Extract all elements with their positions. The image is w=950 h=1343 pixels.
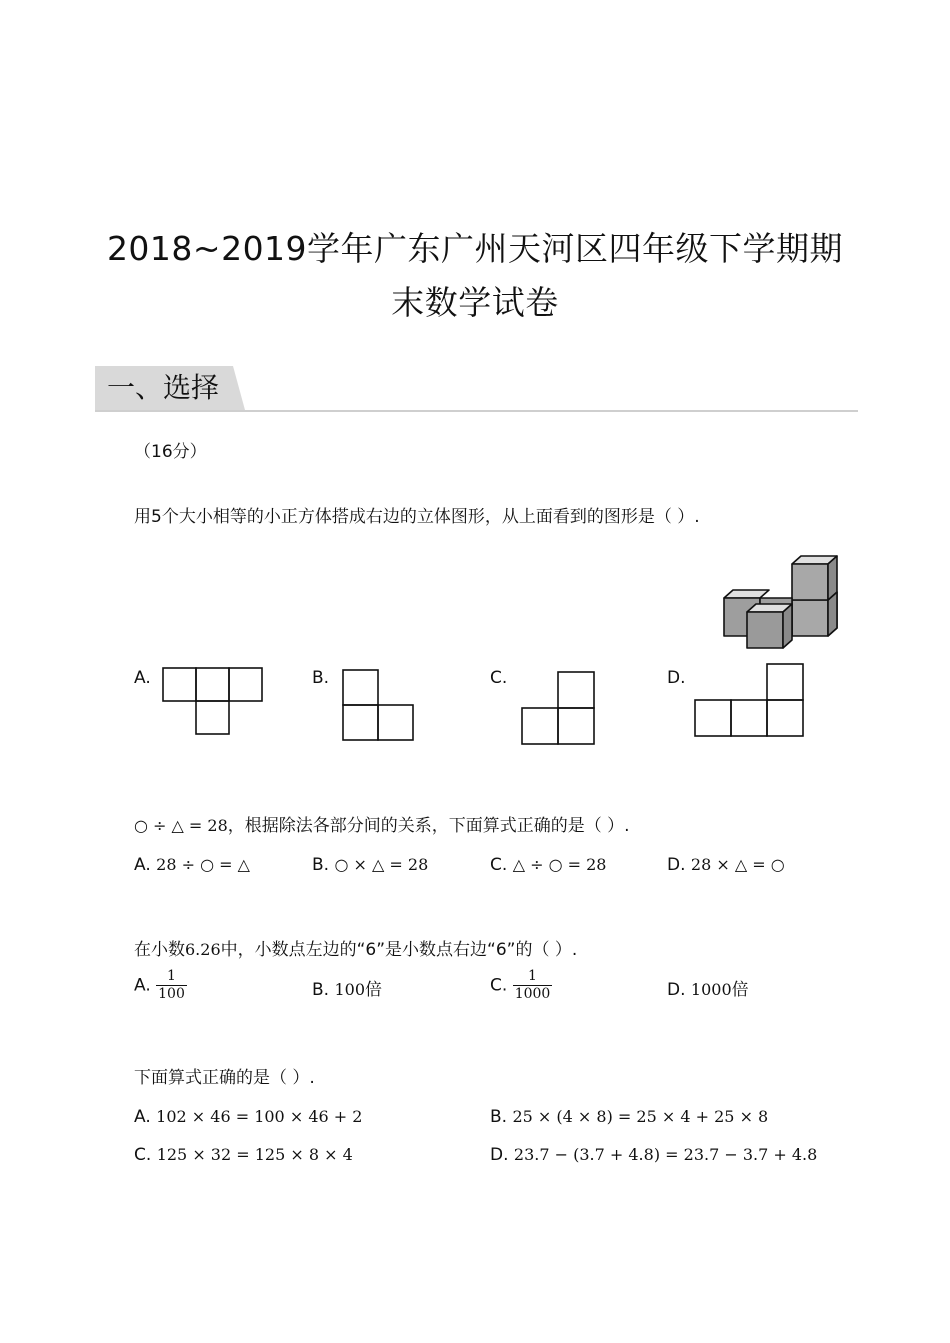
q2-option-c-expr: △ ÷ ○ = 28 <box>512 855 607 874</box>
q2-option-a-label: A. <box>134 855 151 875</box>
q3-option-c-label: C. <box>490 975 508 996</box>
q2-option-b-label: B. <box>312 855 330 875</box>
q4-option-c-label: C. <box>134 1145 152 1165</box>
q3-option-d-value: 1000 <box>690 980 732 999</box>
q3-option-b-unit: 倍 <box>365 980 383 1000</box>
q4-option-d[interactable] <box>490 1143 817 1167</box>
q3-option-c-denominator: 1000 <box>514 986 551 1002</box>
q3-option-c[interactable] <box>490 968 552 1003</box>
section-divider <box>95 410 858 412</box>
q4-option-a-label: A. <box>134 1107 151 1127</box>
q3-stem-a: 在小数 <box>134 940 185 960</box>
q2-option-b-expr: ○ × △ = 28 <box>334 855 429 874</box>
q1-option-d-figure <box>693 662 807 740</box>
q2-option-b[interactable] <box>312 853 428 877</box>
q3-option-b-value: 100 <box>334 980 366 999</box>
q3-option-a-label: A. <box>134 975 151 996</box>
q1-option-c-label[interactable]: C. <box>490 668 508 688</box>
q4-option-a[interactable] <box>134 1105 362 1129</box>
q3-stem-b: 中，小数点左边的“6”是小数点右边“6”的（ ）. <box>220 940 578 960</box>
q2-option-c[interactable] <box>490 853 606 877</box>
q4-option-d-expr: 23.7 − (3.7 + 4.8) = 23.7 − 3.7 + 4.8 <box>513 1145 818 1164</box>
q4-option-c-expr: 125 × 32 = 125 × 8 × 4 <box>156 1145 353 1164</box>
q2-expression: ○ ÷ △ = 28 <box>134 816 228 835</box>
q1-stem: 用5个大小相等的小正方体搭成右边的立体图形，从上面看到的图形是（ ）. <box>134 507 700 527</box>
q4-stem: 下面算式正确的是（ ）. <box>134 1068 315 1088</box>
title-line-2: 末数学试卷 <box>391 283 559 322</box>
q2-option-a-expr: 28 ÷ ○ = △ <box>156 855 250 874</box>
q3-option-c-fraction <box>513 968 553 1003</box>
q4-option-d-label: D. <box>490 1145 509 1165</box>
cube-stack-figure <box>720 552 842 650</box>
q1-option-a-label[interactable]: A. <box>134 668 151 688</box>
q3-stem-line <box>134 938 577 962</box>
q2-option-d-label: D. <box>667 855 686 875</box>
title-line-1: 2018~2019学年广东广州天河区四年级下学期期 <box>106 229 844 268</box>
q2-stem: ，根据除法各部分间的关系，下面算式正确的是（ ）. <box>227 816 630 836</box>
section-header <box>95 366 858 412</box>
q3-option-d-unit: 倍 <box>731 980 749 1000</box>
q3-option-a-numerator: 1 <box>167 968 176 984</box>
q1-option-a-figure <box>161 666 265 738</box>
q2-option-d-expr: 28 × △ = ○ <box>690 855 785 874</box>
q3-option-b-label: B. <box>312 980 330 1000</box>
page-title <box>95 222 855 330</box>
q3-number: 6.26 <box>185 940 221 959</box>
q2-option-d[interactable] <box>667 853 785 877</box>
section-score: （16分） <box>134 442 207 462</box>
q1-option-d-label[interactable]: D. <box>667 668 686 688</box>
q1-option-b-figure <box>341 668 417 744</box>
q1-option-c-figure <box>520 670 598 748</box>
q3-option-c-numerator: 1 <box>528 968 537 984</box>
q3-option-b[interactable] <box>312 978 382 1002</box>
q3-option-d[interactable] <box>667 978 749 1002</box>
q4-option-b-label: B. <box>490 1107 508 1127</box>
q2-option-a[interactable] <box>134 853 250 877</box>
q4-option-a-expr: 102 × 46 = 100 × 46 + 2 <box>156 1107 363 1126</box>
q1-option-b-label[interactable]: B. <box>312 668 330 688</box>
q2-option-c-label: C. <box>490 855 508 875</box>
q3-option-a-fraction <box>156 968 187 1003</box>
q3-option-d-label: D. <box>667 980 686 1000</box>
q3-option-a[interactable] <box>134 968 187 1003</box>
section-title: 一、选择 <box>107 371 220 404</box>
q4-option-b-expr: 25 × (4 × 8) = 25 × 4 + 25 × 8 <box>512 1107 769 1126</box>
q3-option-a-denominator: 100 <box>158 986 185 1002</box>
q2-stem-line <box>134 814 630 838</box>
q4-option-b[interactable] <box>490 1105 768 1129</box>
q4-option-c[interactable] <box>134 1143 353 1167</box>
